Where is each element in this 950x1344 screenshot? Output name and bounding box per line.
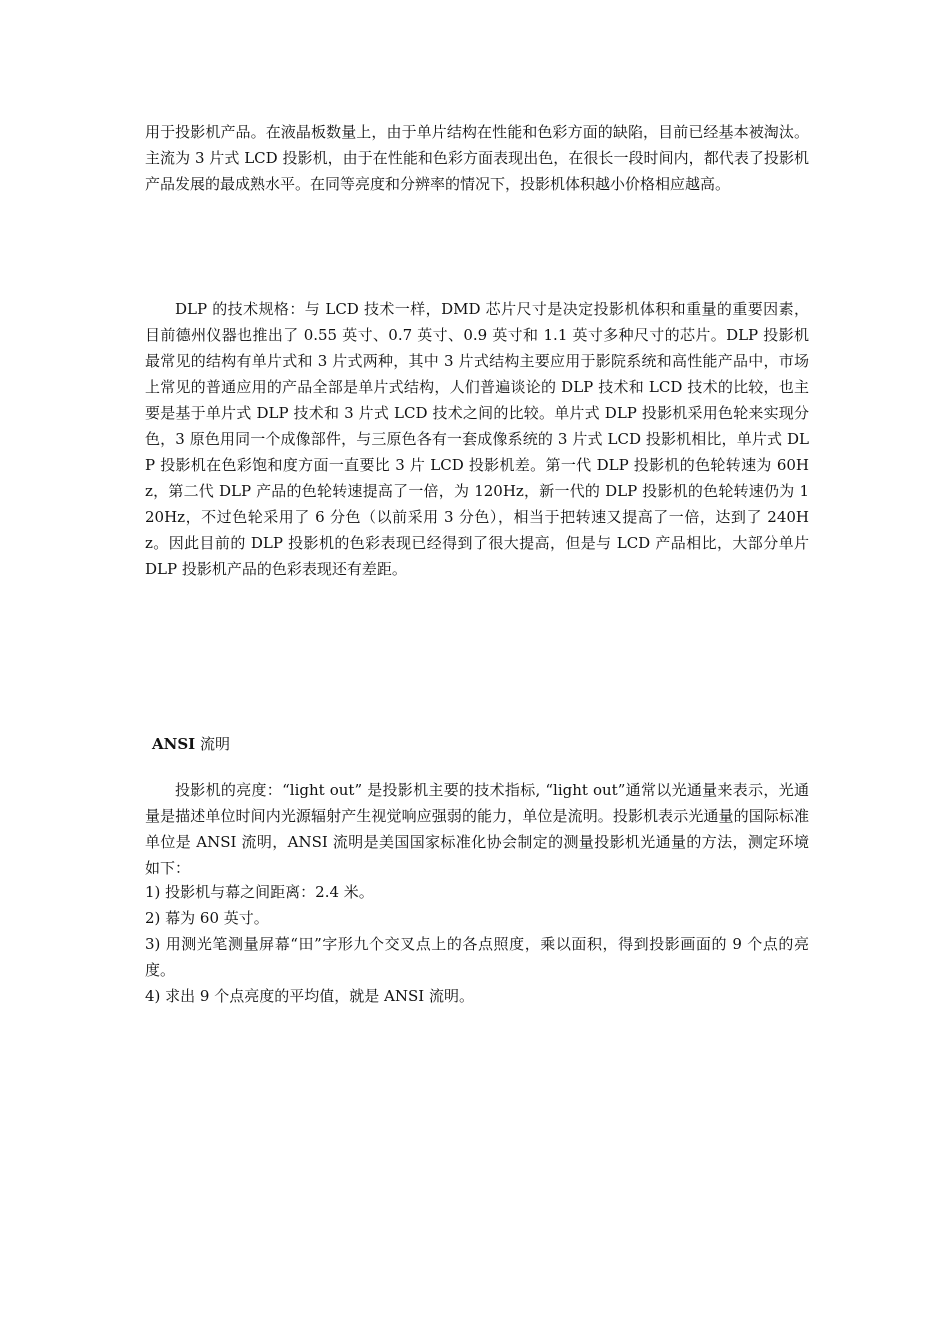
- list-item: 4) 求出 9 个点亮度的平均值，就是 ANSI 流明。: [145, 987, 474, 1005]
- paragraph-lcd-summary: 用于投影机产品。在液晶板数量上，由于单片结构在性能和色彩方面的缺陷，目前已经基本被淘汰。主流为 3 片式 LCD 投影机，由于在性能和色彩方面表现出色，在很长一段时间内，都代表了投影机产品发展的最成熟水平。在同等亮度和分辨率的情况下，投影机体积越小价格相应越高。: [145, 123, 809, 193]
- heading-ansi-rest: 流明: [195, 735, 230, 753]
- paragraph-ansi-intro: 投影机的亮度：“light out” 是投影机主要的技术指标, “light out”通常以光通量来表示，光通量是描述单位时间内光源辐射产生视觉响应强弱的能力，单位是流明。投影机表示光通量的国际标准单位是 ANSI 流明，ANSI 流明是美国国家标准化协会制定的测量投影机光通量的方法，测定环境如下：: [145, 781, 809, 877]
- list-item: 3) 用测光笔测量屏幕“田”字形九个交叉点上的各点照度，乘以面积，得到投影画面的 9 个点的亮度。: [145, 935, 809, 979]
- list-item: 2) 幕为 60 英寸。: [145, 909, 269, 927]
- list-item: 1) 投影机与幕之间距离：2.4 米。: [145, 883, 374, 901]
- measurement-steps-list: [145, 879, 809, 1009]
- section-heading-ansi-lumens: [152, 733, 230, 755]
- paragraph-dlp-specs: DLP 的技术规格：与 LCD 技术一样，DMD 芯片尺寸是决定投影机体积和重量的重要因素，目前德州仪器也推出了 0.55 英寸、0.7 英寸、0.9 英寸和 1.1 英寸多种尺寸的芯片。DLP 投影机最常见的结构有单片式和 3 片式两种，其中 3 片式结构主要应用于影院系统和高性能产品中，市场上常见的普通应用的产品全部是单片式结构，人们普遍谈论的 DLP 技术和 LCD 技术的比较，也主要是基于单片式 DLP 技术和 3 片式 LCD 技术之间的比较。单片式 DLP 投影机采用色轮来实现分色，3 原色用同一个成像部件，与三原色各有一套成像系统的 3 片式 LCD 投影机相比，单片式 DLP 投影机在色彩饱和度方面一直要比 3 片 LCD 投影机差。第一代 DLP 投影机的色轮转速为 60Hz，第二代 DLP 产品的色轮转速提高了一倍，为 120Hz，新一代的 DLP 投影机的色轮转速仍为 120Hz，不过色轮采用了 6 分色（以前采用 3 分色），相当于把转速又提高了一倍，达到了 240Hz。因此目前的 DLP 投影机的色彩表现已经得到了很大提高，但是与 LCD 产品相比，大部分单片 DLP 投影机产品的色彩表现还有差距。: [145, 300, 809, 578]
- heading-ansi-bold: ANSI: [152, 735, 196, 753]
